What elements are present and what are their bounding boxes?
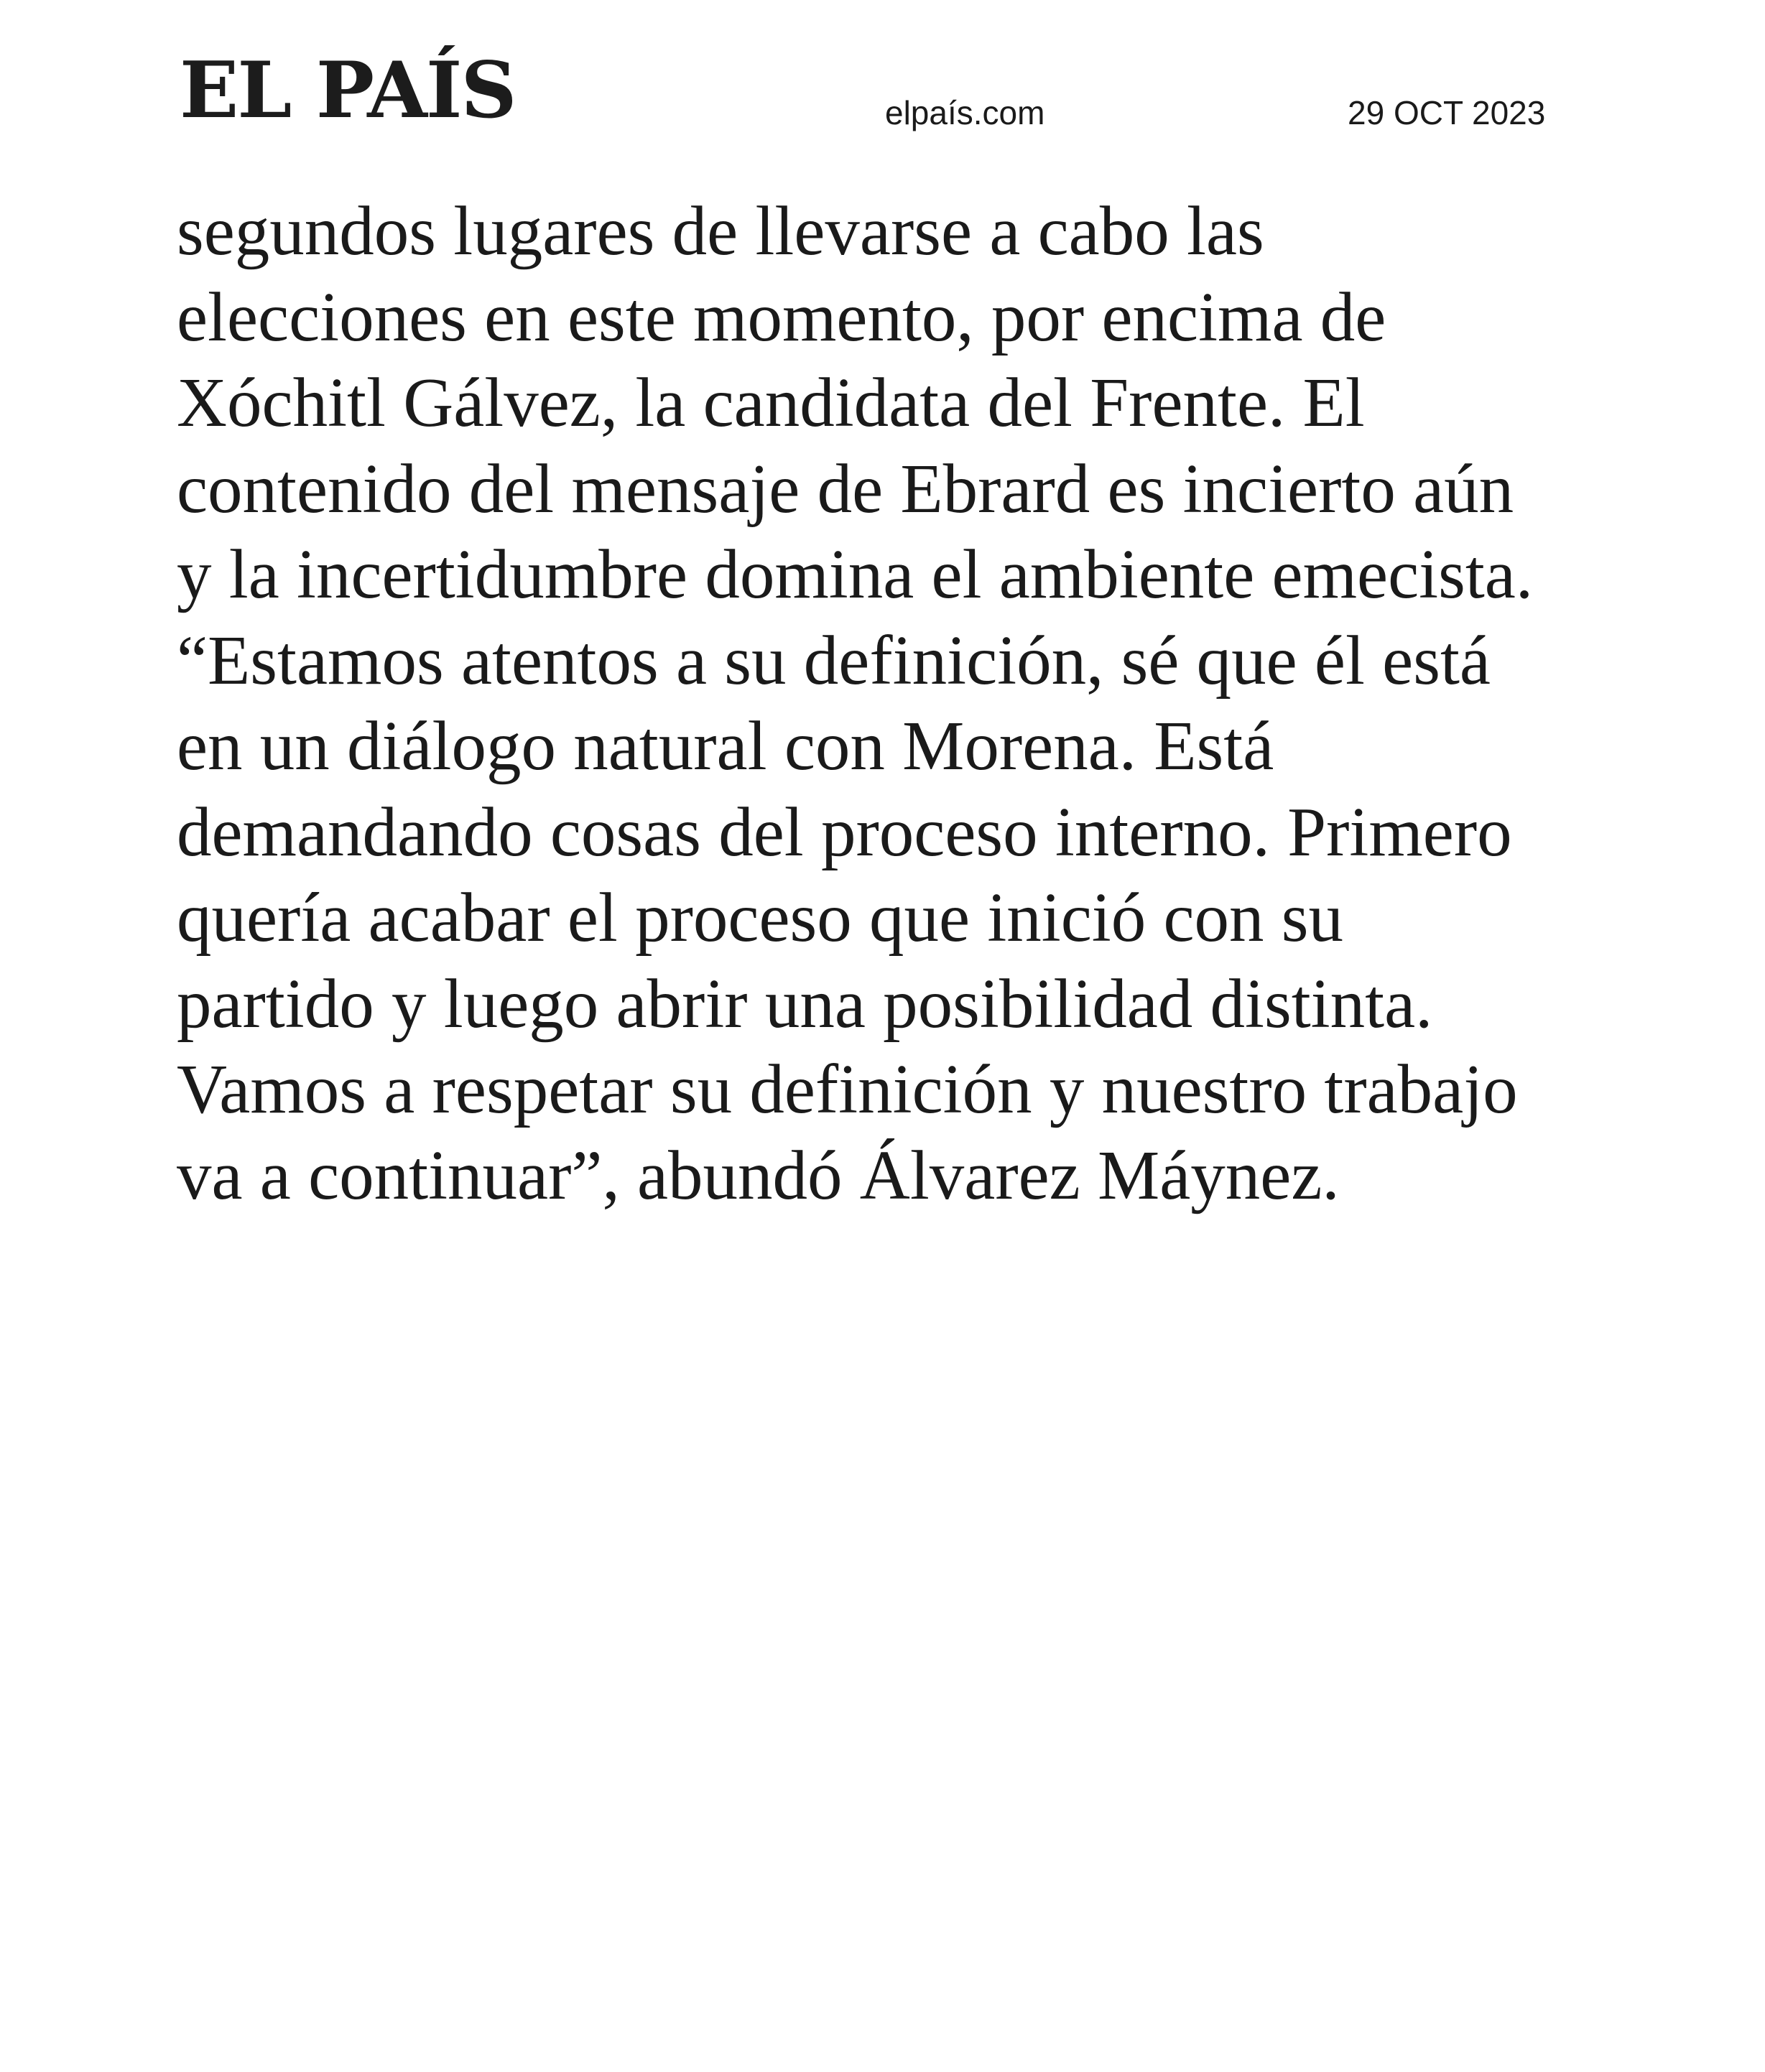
article-line: y la incertidumbre domina el ambiente emecista. xyxy=(177,536,1534,613)
article-line: demandando cosas del proceso interno. Primero xyxy=(177,793,1512,870)
masthead-logo: EL PAÍS xyxy=(180,45,516,136)
site-url: elpaís.com xyxy=(885,94,1045,131)
article-line: Xóchitl Gálvez, la candidata del Frente. El xyxy=(177,364,1365,441)
article-line: quería acabar el proceso que inició con su xyxy=(177,879,1344,956)
article-line: partido y luego abrir una posibilidad distinta. xyxy=(177,965,1433,1042)
article-line: segundos lugares de llevarse a cabo las xyxy=(177,192,1264,269)
article-body xyxy=(177,188,1613,1218)
article-line: contenido del mensaje de Ebrard es incierto aún xyxy=(177,450,1514,527)
article-line: va a continuar”, abundó Álvarez Máynez. xyxy=(177,1136,1340,1214)
article-line: Vamos a respetar su definición y nuestro trabajo xyxy=(177,1051,1518,1128)
article-line: “Estamos atentos a su definición, sé que él está xyxy=(177,621,1491,699)
article-line: elecciones en este momento, por encima de xyxy=(177,278,1386,356)
article-line: en un diálogo natural con Morena. Está xyxy=(177,707,1274,784)
publication-date: 29 OCT 2023 xyxy=(1348,94,1546,131)
